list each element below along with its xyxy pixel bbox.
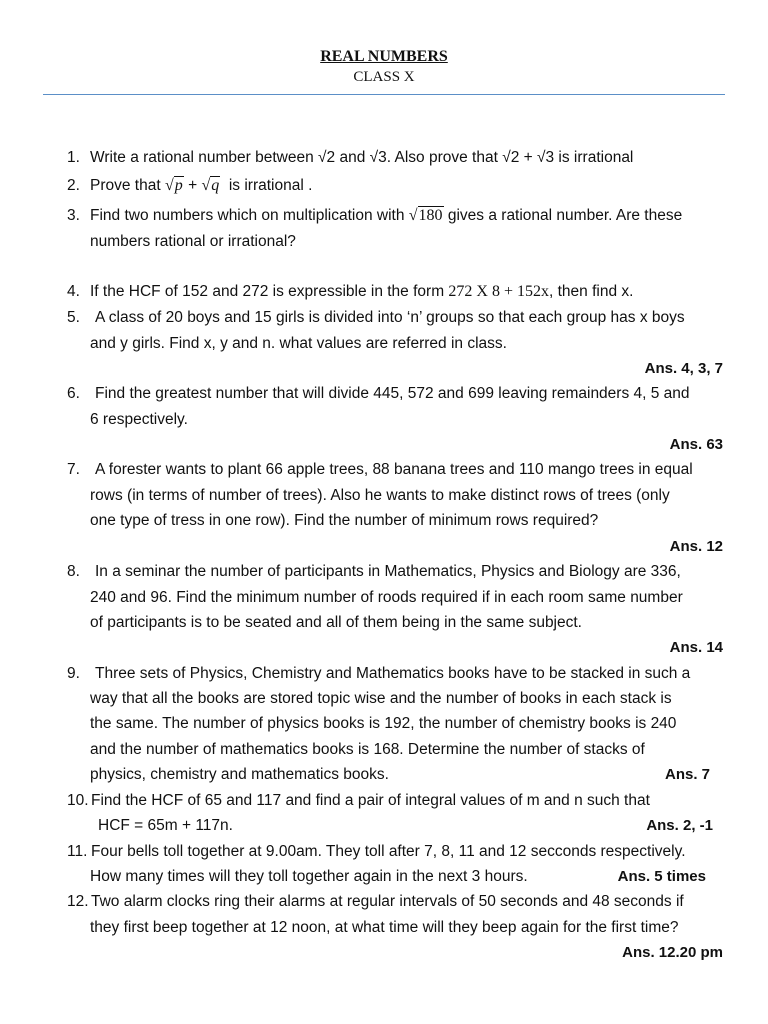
question-text: physics, chemistry and mathematics books. — [90, 766, 389, 783]
answer-11: Ans. 5 times — [617, 868, 706, 885]
question-text: How many times will they toll together again in the next 3 hours. — [90, 868, 528, 885]
header-divider — [43, 94, 725, 95]
question-number: 8. — [67, 563, 80, 580]
question-number: 3. — [67, 207, 80, 224]
question-text: A class of 20 boys and 15 girls is divided into ‘n’ groups so that each group has x boys — [95, 309, 685, 326]
question-text: of participants is to be seated and all of them being in the same subject. — [90, 614, 582, 631]
answer-6: Ans. 63 — [669, 436, 723, 453]
question-text: Find the HCF of 65 and 117 and find a pair of integral values of m and n such that — [91, 792, 650, 809]
question-text: HCF = 65m + 117n. — [98, 817, 233, 834]
question-text: A forester wants to plant 66 apple trees, 88 banana trees and 110 mango trees in equal — [95, 461, 693, 478]
question-number: 10. — [67, 792, 89, 809]
question-text: Write a rational number between √2 and √3. Also prove that √2 + √3 is irrational — [90, 149, 634, 166]
document-header — [0, 47, 768, 87]
question-number: 11. — [67, 843, 88, 860]
question-number: 6. — [67, 385, 80, 402]
question-text: Three sets of Physics, Chemistry and Mathematics books have to be stacked in such a — [95, 665, 691, 682]
question-text: In a seminar the number of participants in Mathematics, Physics and Biology are 336, — [95, 563, 681, 580]
page-title: REAL NUMBERS — [320, 48, 448, 65]
sqrt-p: √p — [164, 177, 183, 194]
answer-9: Ans. 7 — [664, 766, 710, 783]
question-text: and y girls. Find x, y and n. what values are referred in class. — [90, 335, 507, 352]
question-text: one type of tress in one row). Find the number of minimum rows required? — [90, 512, 599, 529]
question-text: 6 respectively. — [90, 411, 188, 428]
question-number: 7. — [67, 461, 80, 478]
question-text: Find the greatest number that will divide 445, 572 and 699 leaving remainders 4, 5 and — [95, 385, 690, 402]
answer-12: Ans. 12.20 pm — [622, 944, 723, 961]
question-number: 4. — [67, 283, 80, 300]
page-subtitle: CLASS X — [353, 69, 415, 85]
question-text: Four bells toll together at 9.00am. They toll after 7, 8, 11 and 12 secconds respectively. — [91, 843, 686, 860]
question-text: Find two numbers which on multiplication with √180 gives a rational number. Are these — [90, 207, 683, 224]
answer-5: Ans. 4, 3, 7 — [644, 360, 723, 377]
question-number: 12. — [67, 893, 89, 910]
question-text: they first beep together at 12 noon, at what time will they beep again for the first time? — [90, 919, 679, 936]
sqrt-q: √q — [201, 177, 220, 194]
answer-10: Ans. 2, -1 — [646, 817, 713, 834]
question-text: way that all the books are stored topic wise and the number of books in each stack is — [90, 690, 672, 707]
sqrt-180: √180 — [408, 207, 443, 224]
answer-7: Ans. 12 — [669, 538, 723, 555]
question-text: Two alarm clocks ring their alarms at regular intervals of 50 seconds and 48 seconds if — [91, 893, 684, 910]
question-number: 2. — [67, 177, 80, 194]
question-number: 5. — [67, 309, 80, 326]
question-text: the same. The number of physics books is 192, the number of chemistry books is 240 — [90, 715, 677, 732]
question-number: 1. — [67, 149, 80, 166]
answer-8: Ans. 14 — [669, 639, 723, 656]
question-text: 240 and 96. Find the minimum number of roods required if in each room same number — [90, 589, 683, 606]
question-text: Prove that √p + √q is irrational . — [90, 177, 313, 194]
question-text: numbers rational or irrational? — [90, 233, 296, 250]
math-expression: 272 X 8 + 152x — [448, 283, 549, 300]
question-number: 9. — [67, 665, 80, 682]
question-text: If the HCF of 152 and 272 is expressible in the form 272 X 8 + 152x, then find x. — [90, 283, 634, 300]
question-text: rows (in terms of number of trees). Also he wants to make distinct rows of trees (only — [90, 487, 670, 504]
question-text: and the number of mathematics books is 168. Determine the number of stacks of — [90, 741, 645, 758]
